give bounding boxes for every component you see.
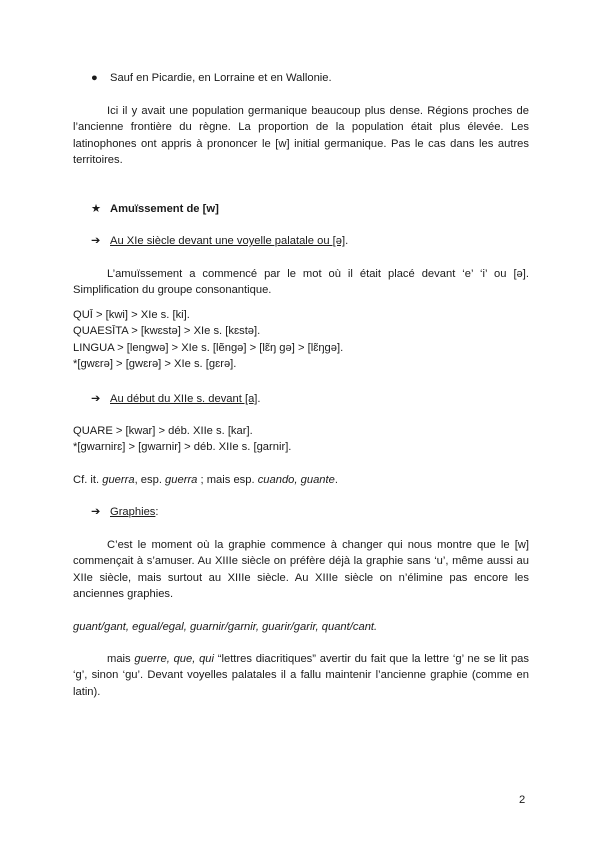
subheading-2-title: Au début du XIIe s. devant [a]: [110, 393, 258, 405]
example-line: LINGUA > [lengwə] > XIe s. [lẽngə] > [lɛ̃ŋ gə] > [lɛ̃ŋgə].: [73, 341, 344, 354]
subheading-3: [91, 504, 529, 520]
cf-italic-word: guerra: [165, 474, 198, 486]
star-icon: ★: [91, 203, 102, 215]
subheading-1-title: Au XIe siècle devant une voyelle palatale ou [ə]: [110, 235, 346, 247]
bullet-item: [91, 70, 529, 86]
bullet-text: Sauf en Picardie, en Lorraine et en Wallonie.: [110, 72, 332, 84]
paragraph-3: C’est le moment où la graphie commence à changer qui nous montre que le [w] commençait à s’amuser. Au XIIIe siècle on préfère déjà la graphie sans ‘u’, même aussi au XIIe siècle, mais surtout au XIIIe siècle. Au XIIIe siècle on n’élimine pas encore les anciennes graphies.: [73, 539, 529, 601]
paragraph-4: [73, 651, 529, 700]
bullet-marker: ●: [91, 72, 98, 84]
cf-text: Cf. it.: [73, 474, 103, 486]
cf-italic-word: cuando, guante: [257, 474, 335, 486]
arrow-icon: ➔: [91, 506, 101, 518]
paragraph-1: Ici il y avait une population germanique beaucoup plus dense. Régions proches de l’ancienne frontière du règne. La proportion de la population était plus élevée. Les latinophones ont appris à prononcer le [w] initial germanique. Pas le cas dans les autres territoires.: [73, 105, 529, 167]
section-heading: [91, 201, 529, 217]
cf-italic-word: guerra: [102, 474, 135, 486]
para4-text: mais: [107, 653, 135, 665]
examples-block-3: guant/gant, egual/egal, guarnir/garnir, guarir/garir, quant/cant.: [73, 621, 378, 633]
cf-text: .: [334, 474, 338, 486]
subheading-2-period: .: [257, 393, 261, 405]
paragraph-2: L’amuïssement a commencé par le mot où il était placé devant ‘e’ ‘i’ ou [ə]. Simplification du groupe consonantique.: [73, 268, 529, 297]
subheading-3-title: Graphies: [110, 506, 156, 518]
examples-block-2: [73, 423, 529, 456]
subheading-1: [91, 233, 529, 249]
example-line: QUARE > [kwar] > déb. XIIe s. [kar].: [73, 425, 253, 437]
subheading-1-period: .: [345, 235, 349, 247]
cf-line: [73, 472, 529, 488]
para4-italic-words: guerre, que, qui: [134, 653, 215, 665]
example-line: *[gwarnirɛ] > [gwarnir] > déb. XIIe s. [garnir].: [73, 441, 292, 454]
cf-text: , esp.: [134, 474, 166, 486]
arrow-icon: ➔: [91, 393, 101, 405]
example-line: *[gwɛrə] > [gwɛrə] > XIe s. [gɛrə].: [73, 358, 237, 371]
subheading-3-colon: :: [155, 506, 159, 518]
arrow-icon: ➔: [91, 235, 101, 247]
example-line: QUĪ > [kwi] > XIe s. [ki].: [73, 309, 190, 321]
para4-text: “lettres diacritiques” avertir du fait que la lettre ‘g’ ne se lit pas ‘g’, sinon ‘gu’. Devant voyelles palatales il a fallu maintenir l’ancienne graphie (comme en latin).: [73, 653, 530, 698]
page-number: 2: [519, 794, 526, 806]
section-title: Amuïssement de [w]: [110, 203, 219, 215]
examples-block-1: [73, 307, 529, 373]
example-line: QUAESĪTA > [kwɛstə] > XIe s. [kɛstə].: [73, 325, 261, 338]
subheading-2: [91, 391, 529, 407]
cf-text: ; mais esp.: [197, 474, 258, 486]
